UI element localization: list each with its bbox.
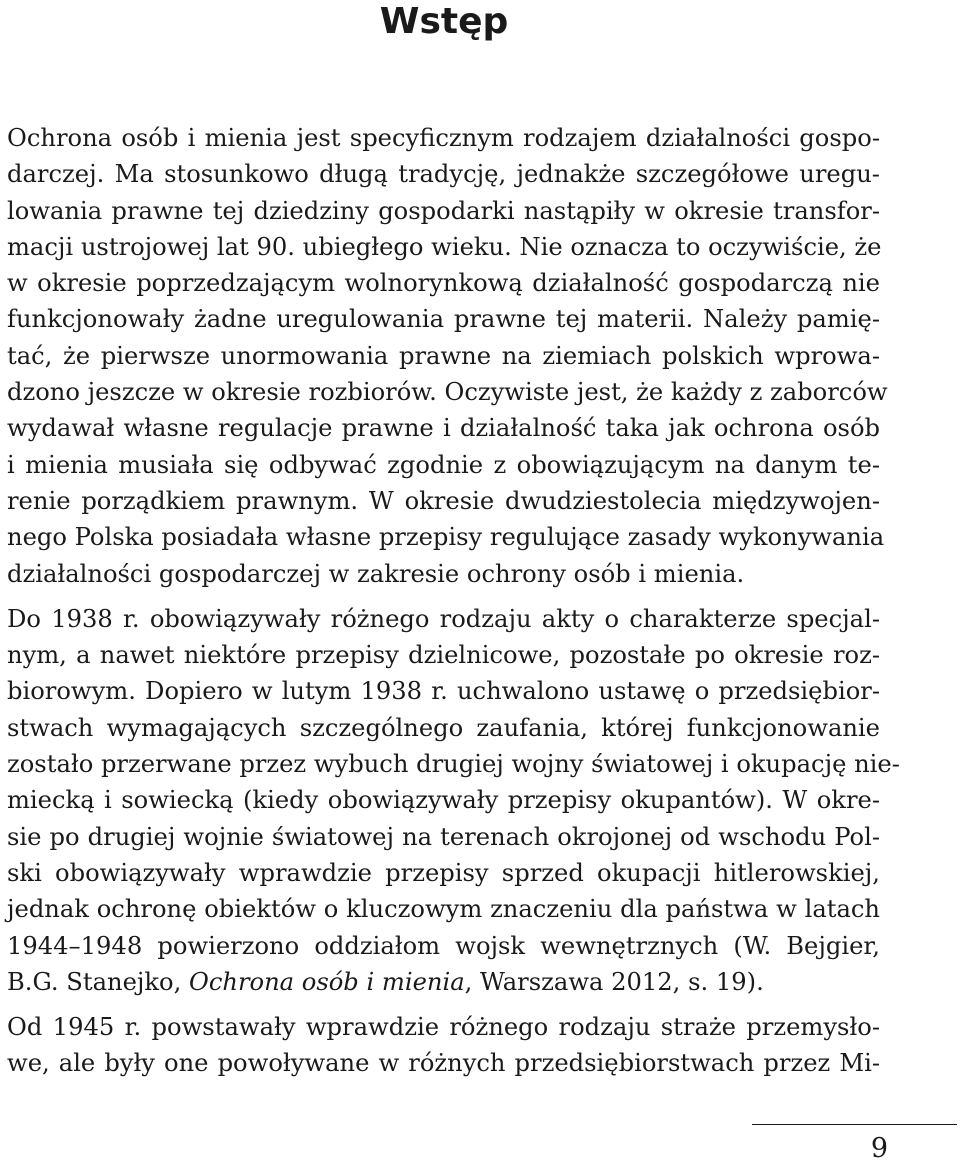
citation-line — [7, 964, 880, 1000]
chapter-title: Wstęp — [379, 1, 509, 42]
text-line: w okresie poprzedzającym wolnorynkową działalność gospodarczą nie — [7, 269, 880, 298]
text-line: Od 1945 r. powstawały wprawdzie różnego rodzaju straże przemysło- — [7, 1013, 880, 1042]
text-line: macji ustrojowej lat 90. ubiegłego wieku. Nie oznacza to oczywiście, że — [7, 232, 882, 261]
text-line: 1944–1948 powierzono oddziałom wojsk wewnętrznych (W. Bejgier, — [7, 931, 880, 960]
text-line: działalności gospodarczej w zakresie ochrony osób i mienia. — [7, 559, 745, 588]
paragraph-spacing — [7, 592, 880, 601]
text-line: Do 1938 r. obowiązywały różnego rodzaju akty o charakterze specjal- — [7, 604, 880, 633]
text-line: renie porządkiem prawnym. W okresie dwudziestolecia międzywojen- — [7, 486, 880, 515]
citation-book-title: Ochrona osób i mienia — [189, 967, 465, 996]
text-line: tać, że pierwsze unormowania prawne na ziemiach polskich wprowa- — [7, 341, 880, 370]
text-line: ski obowiązywały wprawdzie przepisy sprzed okupacji hitlerowskiej, — [7, 858, 880, 887]
citation-authors: B.G. Stanejko, — [7, 967, 189, 996]
paragraph-2 — [7, 601, 900, 1000]
text-line: wydawał własne regulacje prawne i działalność taka jak ochrona osób — [7, 414, 880, 443]
text-line: nego Polska posiadała własne przepisy regulujące zasady wykonywania — [7, 523, 885, 552]
citation-publication: , Warszawa 2012, s. 19). — [464, 967, 764, 996]
paragraph-3 — [7, 1009, 880, 1082]
text-line: darczej. Ma stosunkowo długą tradycję, jednakże szczegółowe uregu- — [7, 160, 880, 189]
text-line: funkcjonowały żadne uregulowania prawne tej materii. Należy pamię- — [7, 305, 880, 334]
text-line: miecką i sowiecką (kiedy obowiązywały przepisy okupantów). W okre- — [7, 786, 880, 815]
page-number: 9 — [870, 1133, 888, 1164]
text-line: lowania prawne tej dziedziny gospodarki nastąpiły w okresie transfor- — [7, 196, 880, 225]
text-line: Ochrona osób i mienia jest specyficznym rodzajem działalności gospo- — [7, 124, 880, 152]
paragraph-1 — [7, 120, 888, 592]
text-line: jednak ochronę obiektów o kluczowym znaczeniu dla państwa w latach — [7, 895, 880, 924]
text-line: sie po drugiej wojnie światowej na terenach okrojonej od wschodu Pol- — [7, 822, 880, 851]
paragraph-spacing — [7, 1000, 880, 1009]
footer-rule — [752, 1124, 957, 1125]
text-line: i mienia musiała się odbywać zgodnie z obowiązującym na danym te- — [7, 450, 880, 479]
text-line: we, ale były one powoływane w różnych przedsiębiorstwach przez Mi- — [7, 1049, 880, 1078]
text-line: zostało przerwane przez wybuch drugiej wojny światowej i okupację nie- — [7, 750, 900, 779]
text-line: nym, a nawet niektóre przepisy dzielnicowe, pozostałe po okresie roz- — [7, 641, 880, 670]
text-line: stwach wymagających szczególnego zaufania, której funkcjonowanie — [7, 713, 880, 742]
body-text — [7, 120, 900, 1082]
text-line: dzono jeszcze w okresie rozbiorów. Oczywiste jest, że każdy z zaborców — [7, 378, 888, 407]
text-line: biorowym. Dopiero w lutym 1938 r. uchwalono ustawę o przedsiębior- — [7, 677, 880, 706]
